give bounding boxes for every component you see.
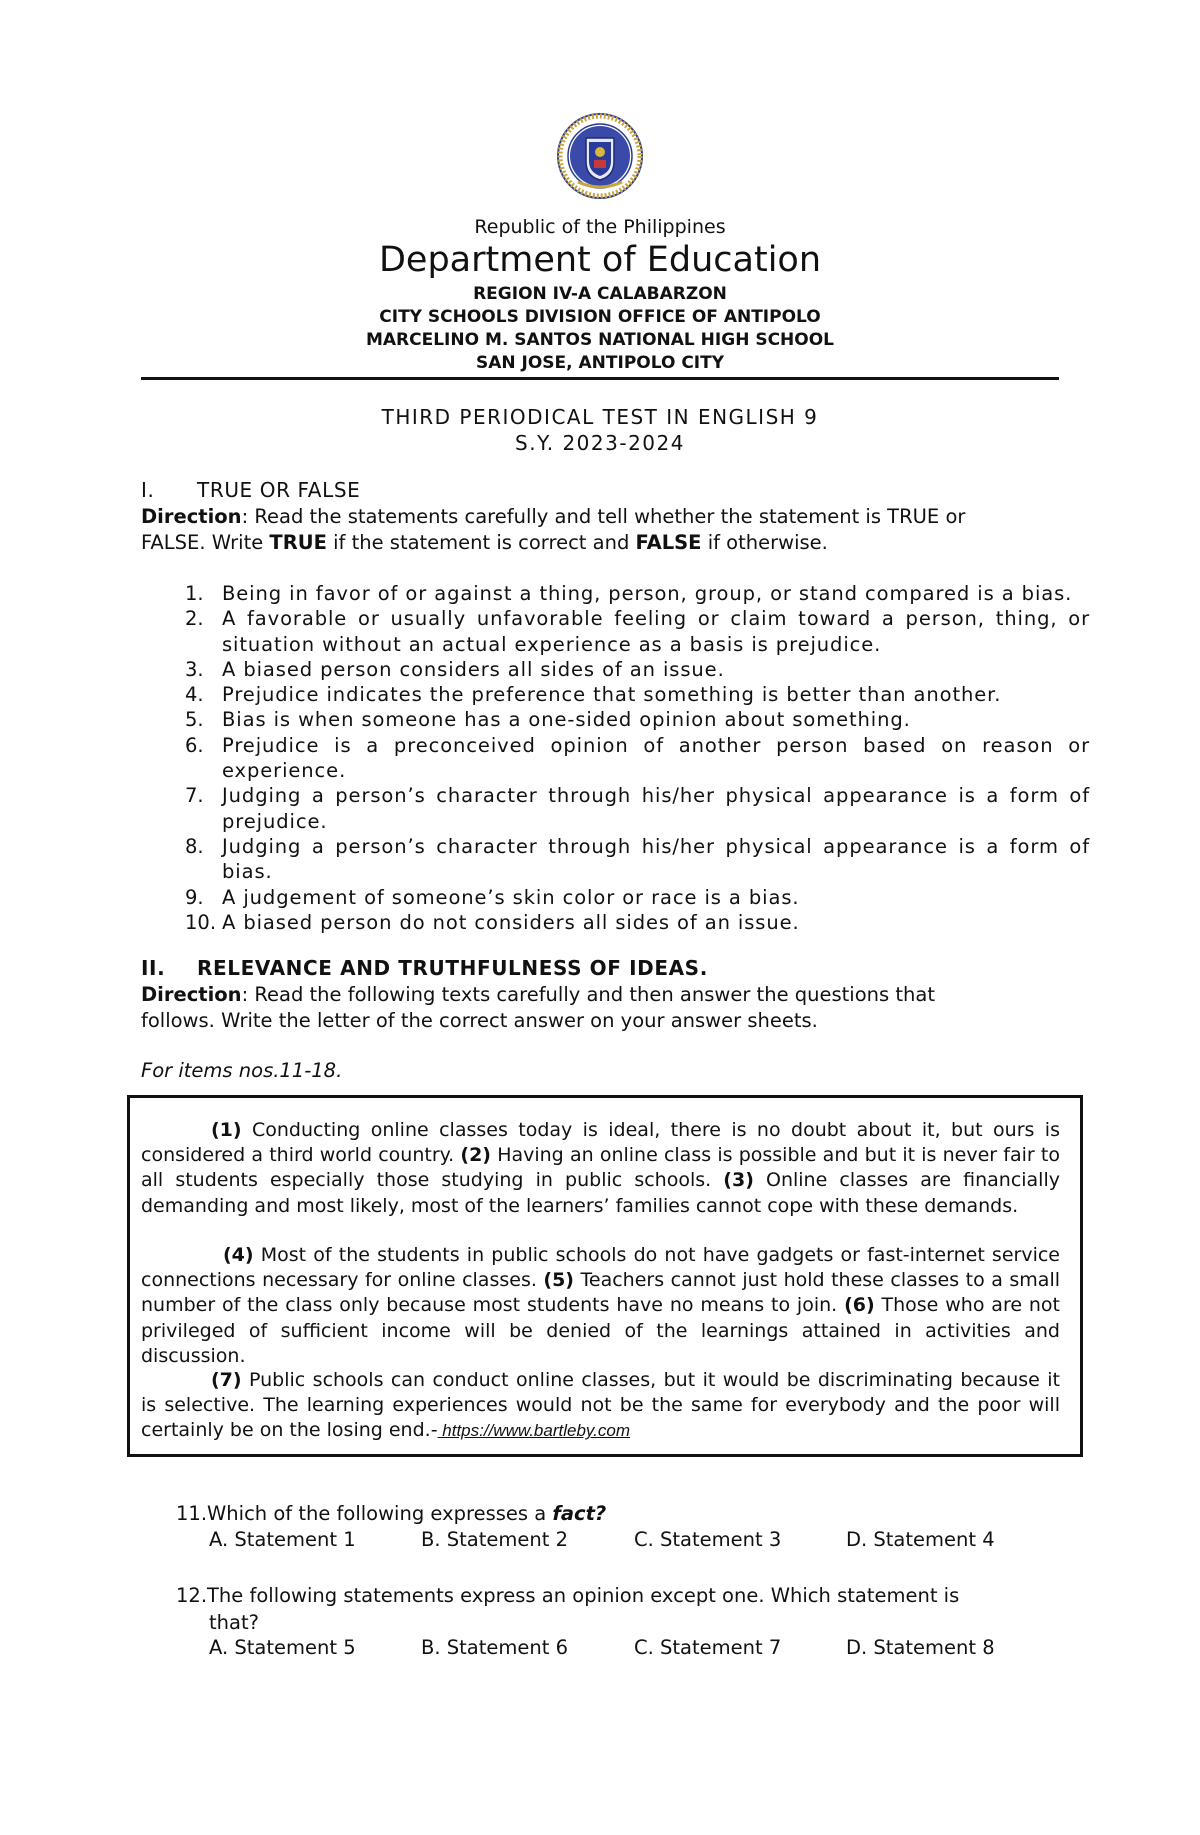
region-label: REGION IV-A CALABARZON bbox=[473, 284, 727, 304]
list-item: 2. A favorable or usually unfavorable feeling or claim toward a person, thing, or situation without an actual experience as a basis is prejudice. bbox=[185, 607, 1090, 656]
department-title: Department of Education bbox=[378, 240, 822, 280]
option-a: A. Statement 1 bbox=[209, 1528, 356, 1551]
header-divider bbox=[141, 377, 1059, 380]
list-item: 4. Prejudice indicates the preference that something is better than another. bbox=[185, 683, 1002, 707]
deped-seal-icon bbox=[556, 112, 644, 200]
list-item: 8. Judging a person’s character through his/her physical appearance is a form of bias. bbox=[185, 834, 1090, 884]
option-a: A. Statement 5 bbox=[209, 1636, 356, 1659]
source-link[interactable]: https://www.bartleby.com bbox=[437, 1421, 630, 1441]
republic-label: Republic of the Philippines bbox=[474, 216, 726, 238]
part2-heading bbox=[141, 956, 708, 982]
part1-title: TRUE OR FALSE bbox=[197, 478, 361, 502]
true-false-list bbox=[185, 581, 1090, 935]
list-item: 5. Bias is when someone has a one-sided opinion about something. bbox=[185, 708, 911, 732]
list-item: 7. Judging a person’s character through his/her physical appearance is a form of prejudice. bbox=[185, 784, 1090, 833]
list-item: 9. A judgement of someone’s skin color or race is a bias. bbox=[185, 885, 800, 909]
passage-paragraph-3: (7) Public schools can conduct online classes, but it would be discriminating because it is selective. The learning experiences would not be the same for everybody and the poor will certainly be on the losing end.- https://www.bartleby.com bbox=[141, 1369, 1060, 1442]
list-item: 6. Prejudice is a preconceived opinion of another person based on reason or experience. bbox=[185, 733, 1090, 783]
option-d: D. Statement 8 bbox=[846, 1636, 995, 1659]
list-item: 10. A biased person do not considers all sides of an issue. bbox=[185, 910, 800, 934]
question-11: 11.Which of the following expresses a fact? bbox=[176, 1502, 607, 1525]
question-12: 12.The following statements express an opinion except one. Which statement is that? bbox=[176, 1584, 960, 1634]
part2-title: RELEVANCE AND TRUTHFULNESS OF IDEAS. bbox=[197, 956, 708, 980]
list-item: 1. Being in favor of or against a thing, person, group, or stand compared is a bias. bbox=[185, 582, 1073, 605]
part2-direction-line2: follows. Write the letter of the correct answer on your answer sheets. bbox=[141, 1009, 818, 1032]
part1-heading bbox=[141, 478, 360, 504]
option-b: B. Statement 6 bbox=[421, 1636, 568, 1659]
items-note: For items nos.11-18. bbox=[141, 1059, 343, 1082]
part1-direction-line1: Direction: Read the statements carefully and tell whether the statement is TRUE or bbox=[141, 505, 966, 528]
passage-paragraph-2: (4) Most of the students in public schools do not have gadgets or fast-internet service connections necessary for online classes. (5) Teachers cannot just hold these classes to a small number of the class only because most students have no means to join. (6) Those who are not privileged of sufficient income will be denied of the learnings attained in activities and discussion. bbox=[141, 1244, 1060, 1367]
direction-label: Direction bbox=[141, 505, 242, 528]
school-address: SAN JOSE, ANTIPOLO CITY bbox=[475, 353, 725, 373]
school-name: MARCELINO M. SANTOS NATIONAL HIGH SCHOOL bbox=[365, 330, 835, 350]
direction-label: Direction bbox=[141, 983, 242, 1006]
part1-direction-line2: FALSE. Write TRUE if the statement is correct and FALSE if otherwise. bbox=[141, 531, 828, 554]
part1-number: I. bbox=[141, 478, 155, 502]
part2-number: II. bbox=[141, 956, 166, 980]
option-c: C. Statement 3 bbox=[634, 1528, 782, 1551]
list-item: 3. A biased person considers all sides of an issue. bbox=[185, 657, 725, 681]
option-b: B. Statement 2 bbox=[421, 1528, 568, 1551]
option-d: D. Statement 4 bbox=[846, 1528, 995, 1551]
option-c: C. Statement 7 bbox=[634, 1636, 782, 1659]
test-title: THIRD PERIODICAL TEST IN ENGLISH 9 bbox=[381, 405, 819, 429]
division-label: CITY SCHOOLS DIVISION OFFICE OF ANTIPOLO bbox=[379, 307, 821, 327]
part2-direction-line1: Direction: Read the following texts carefully and then answer the questions that bbox=[141, 983, 935, 1006]
passage-paragraph-1: (1) Conducting online classes today is ideal, there is no doubt about it, but ours is considered a third world country. (2) Having an online class is possible and but it is never fair to all students especially those studying in public schools. (3) Online classes are financially demanding and most likely, most of the learners’ families cannot cope with these demands. bbox=[141, 1119, 1060, 1217]
school-year: S.Y. 2023-2024 bbox=[515, 431, 685, 455]
